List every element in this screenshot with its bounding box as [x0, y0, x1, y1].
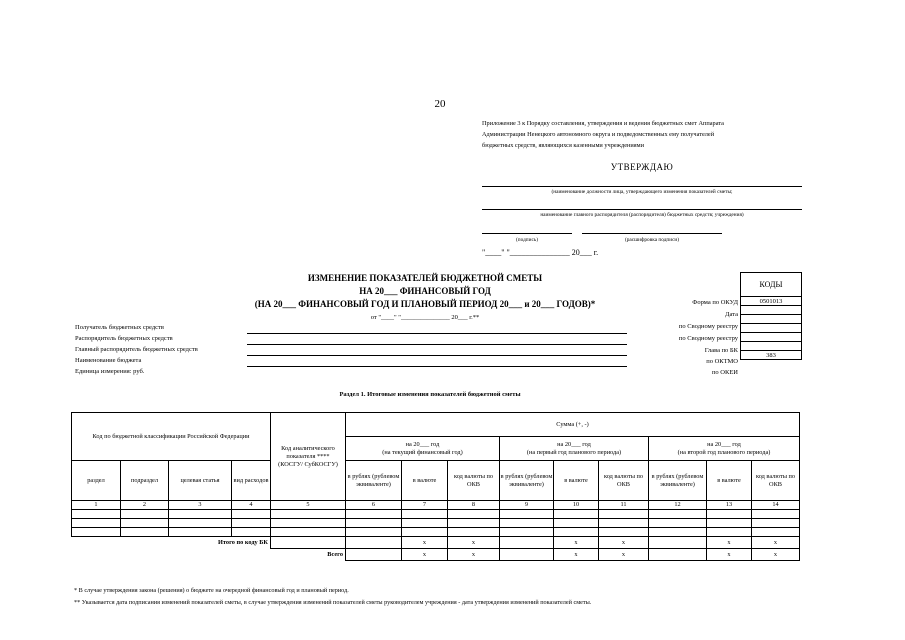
col-currency: в валюте: [554, 461, 599, 501]
header-year-line: (на текущий финансовый год): [382, 448, 463, 456]
grand-total-cell: [346, 549, 402, 561]
budget-table: [71, 412, 800, 561]
label-distributor: Распорядитель бюджетных средств: [75, 335, 173, 342]
appendix-text: [482, 118, 724, 151]
manager-caption: наименование главного распорядителя (распорядителя) бюджетных средств; учреждения): [540, 212, 744, 218]
x-mark: х: [402, 549, 448, 561]
label-registry-2: по Сводному реестру: [678, 335, 738, 342]
col-number: 10: [554, 501, 599, 510]
x-mark: х: [554, 549, 599, 561]
decode-caption: (расшифровка подписи): [624, 237, 680, 243]
label-date: Дата: [725, 311, 738, 318]
table-row[interactable]: [72, 528, 800, 537]
column-number-row: [72, 501, 800, 510]
x-mark: х: [402, 537, 448, 549]
code-okud: 0501013: [740, 296, 802, 306]
label-okei: по ОКЕИ: [711, 369, 738, 376]
col-number: 4: [232, 501, 271, 510]
approve-date: "____" "_______________ 20___ г.: [482, 248, 599, 257]
header-year-line: (на второй год планового периода): [677, 448, 771, 456]
header-analytic-line: (КОСГУ/ СубКОСГУ): [278, 460, 338, 468]
col-number: 9: [500, 501, 554, 510]
col-currency: в валюте: [402, 461, 448, 501]
label-okud: Форма по ОКУД: [692, 299, 738, 306]
manager-line: [482, 209, 802, 210]
grand-total-row: [72, 549, 800, 561]
x-mark: х: [599, 549, 649, 561]
col-currency-code: код валюты по ОКВ: [752, 461, 800, 501]
x-mark: х: [554, 537, 599, 549]
distributor-field[interactable]: [247, 344, 627, 345]
page-number: 20: [434, 98, 446, 110]
decode-line: [582, 233, 722, 234]
total-bk-cell: [346, 537, 402, 549]
header-year-first: [500, 437, 649, 461]
label-recipient: Получатель бюджетных средств: [75, 324, 164, 331]
col-number: 7: [402, 501, 448, 510]
label-head-bk: Глава по БК: [704, 347, 738, 354]
code-okei: 383: [740, 350, 802, 360]
header-year-second: [649, 437, 800, 461]
signature-caption: (подпись): [516, 237, 538, 243]
label-registry-1: по Сводному реестру: [678, 323, 738, 330]
col-podrazdel: подраздел: [121, 461, 169, 501]
col-number: 13: [707, 501, 752, 510]
header-analytic-line: Код аналитического показателя ****: [281, 444, 335, 460]
document-period: (НА 20___ ФИНАНСОВЫЙ ГОД И ПЛАНОВЫЙ ПЕРИОД 20___ и 20___ ГОДОВ)*: [254, 299, 596, 309]
table-row[interactable]: [72, 510, 800, 519]
signature-line: [482, 233, 572, 234]
header-year-line: на 20___ год: [707, 440, 741, 448]
total-bk-row: [72, 537, 800, 549]
grand-total-cell: [649, 549, 707, 561]
col-number: 5: [271, 501, 346, 510]
x-mark: х: [707, 549, 752, 561]
total-bk-label: Итого по коду БК: [72, 537, 271, 549]
table-row[interactable]: [72, 519, 800, 528]
col-rub: в рублях (рублевом эквиваленте): [346, 461, 402, 501]
col-number: 11: [599, 501, 649, 510]
col-currency-code: код валюты по ОКВ: [448, 461, 500, 501]
x-mark: х: [448, 537, 500, 549]
codes-header: КОДЫ: [740, 272, 802, 297]
col-rub: в рублях (рублевом эквиваленте): [649, 461, 707, 501]
header-sum: Сумма (+, -): [346, 413, 800, 437]
col-number: 1: [72, 501, 121, 510]
col-currency: в валюте: [707, 461, 752, 501]
col-type: вид расходов: [232, 461, 271, 501]
x-mark: х: [599, 537, 649, 549]
total-bk-cell: [271, 537, 346, 549]
header-year-current: [346, 437, 500, 461]
col-number: 6: [346, 501, 402, 510]
col-number: 2: [121, 501, 169, 510]
header-year-line: (на первый год планового периода): [526, 448, 622, 456]
col-number: 8: [448, 501, 500, 510]
header-bk: Код по бюджетной классификации Российской Федерации: [72, 413, 271, 461]
main-distributor-field[interactable]: [247, 355, 627, 356]
col-number: 12: [649, 501, 707, 510]
document-subtitle: НА 20___ ФИНАНСОВЫЙ ГОД: [359, 286, 491, 296]
x-mark: х: [752, 549, 800, 561]
col-rub: в рублях (рублевом эквиваленте): [500, 461, 554, 501]
document-date: от "____" "_______________ 20___ г.**: [370, 314, 480, 321]
grand-total-cell: [500, 549, 554, 561]
x-mark: х: [752, 537, 800, 549]
footnote-1: * В случае утверждения закона (решения) о бюджете на очередной финансовый год и плановый период.: [74, 587, 349, 594]
appendix-line: Приложение 3 к Порядку составления, утверждения и ведения бюджетных смет Аппарата: [482, 120, 724, 127]
col-razdel: раздел: [72, 461, 121, 501]
col-number: 14: [752, 501, 800, 510]
label-budget-name: Наименование бюджета: [75, 357, 142, 364]
position-line: [482, 186, 802, 187]
document-title: ИЗМЕНЕНИЕ ПОКАЗАТЕЛЕЙ БЮДЖЕТНОЙ СМЕТЫ: [307, 273, 543, 283]
footnote-2: ** Указывается дата подписания изменений показателей сметы, в случае утверждения изменений показателей сметы руководителем учреждения - дата утверждения изменений показателей сметы.: [74, 599, 592, 606]
header-analytic: [271, 413, 346, 501]
x-mark: х: [707, 537, 752, 549]
approve-title: УТВЕРЖДАЮ: [610, 162, 674, 172]
label-oktmo: по ОКТМО: [706, 358, 738, 365]
col-currency-code: код валюты по ОКВ: [599, 461, 649, 501]
grand-total-label: Всего: [72, 549, 346, 561]
label-unit: Единица измерения: руб.: [75, 368, 145, 375]
recipient-field[interactable]: [247, 333, 627, 334]
total-bk-cell: [500, 537, 554, 549]
appendix-line: Администрации Ненецкого автономного округа и подведомственных ему получателей: [482, 131, 715, 138]
appendix-line: бюджетных средств, являющихся казенными учреждениями: [482, 142, 644, 149]
position-caption: (наименование должности лица, утверждающего изменения показателей сметы;: [551, 189, 733, 195]
label-main-distributor: Главный распорядитель бюджетных средств: [75, 346, 198, 353]
x-mark: х: [448, 549, 500, 561]
total-bk-cell: [649, 537, 707, 549]
budget-name-field[interactable]: [247, 366, 627, 367]
col-target: целевая статья: [169, 461, 232, 501]
header-year-line: на 20___ год: [405, 440, 440, 448]
header-year-line: на 20___ год: [557, 440, 591, 448]
section-title: Раздел 1. Итоговые изменения показателей бюджетной сметы: [339, 391, 521, 398]
codes-box: [740, 272, 802, 360]
col-number: 3: [169, 501, 232, 510]
